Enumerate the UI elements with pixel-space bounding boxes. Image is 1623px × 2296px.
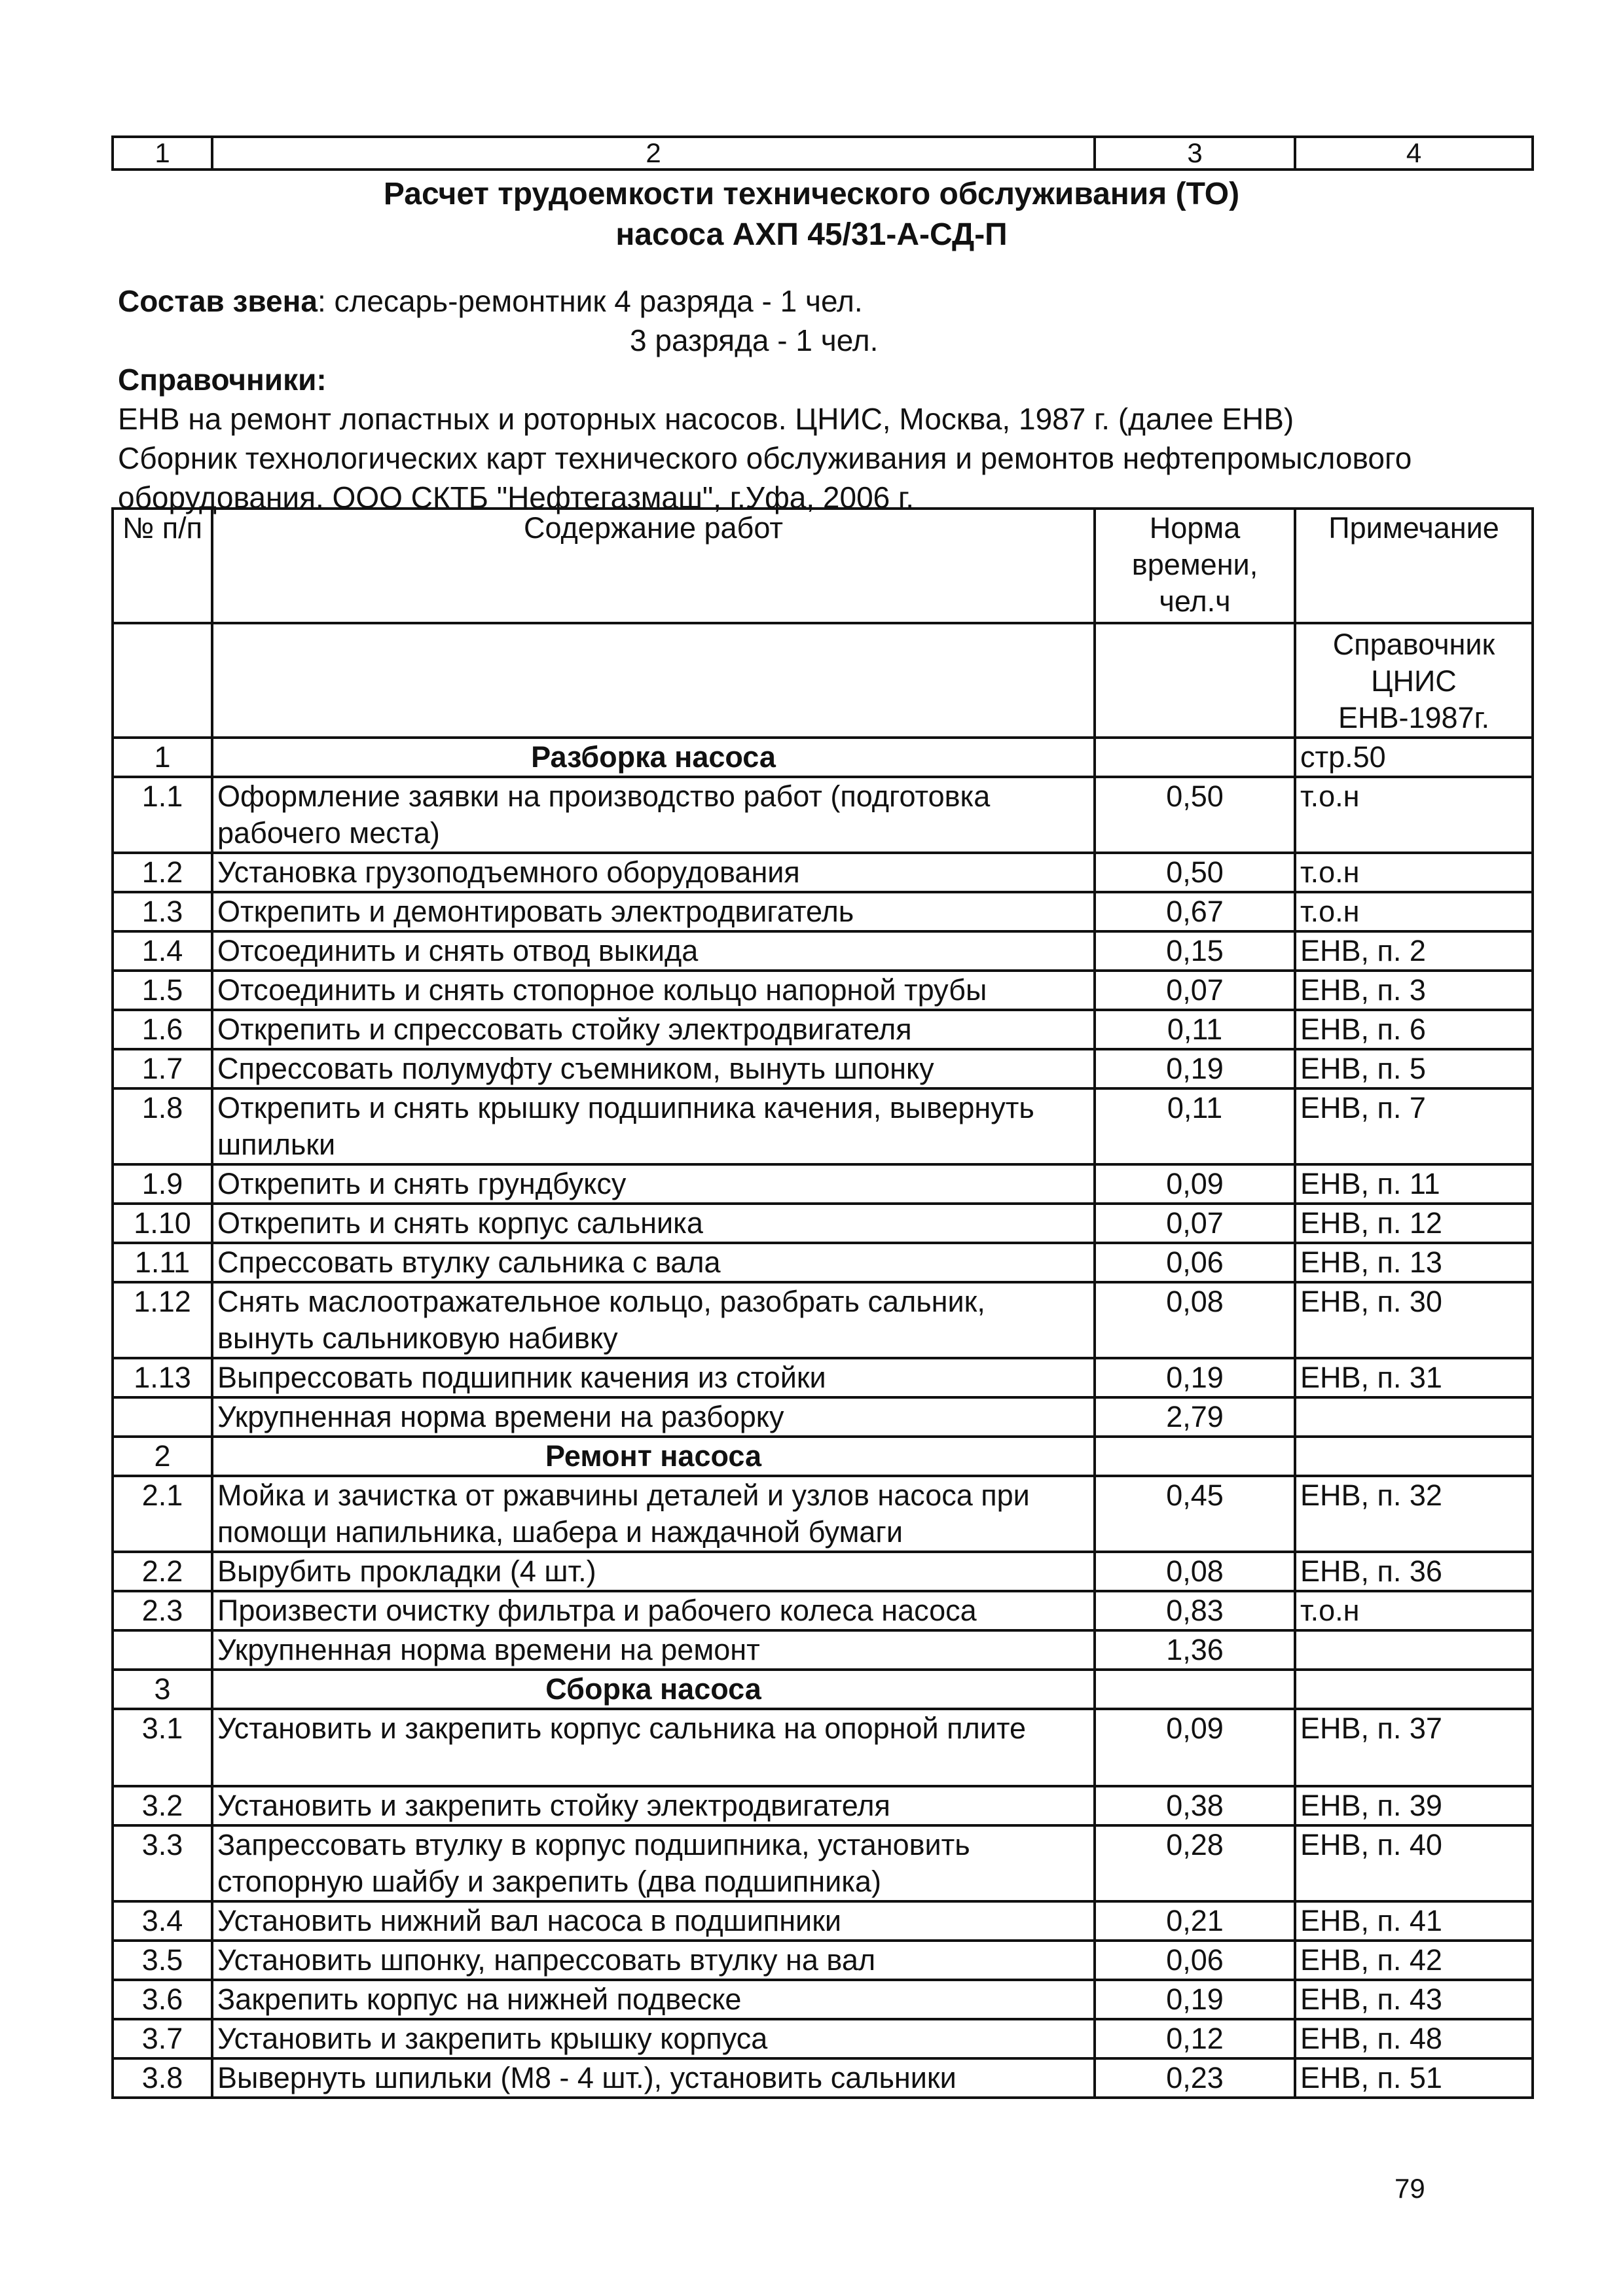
row-norm bbox=[1095, 1670, 1295, 1709]
row-number: 1.1 bbox=[113, 777, 212, 853]
row-note bbox=[1295, 1397, 1533, 1437]
row-note: ЕНВ, п. 13 bbox=[1295, 1243, 1533, 1282]
row-note: т.о.н bbox=[1295, 1591, 1533, 1630]
subheader-num bbox=[113, 623, 212, 738]
row-norm: 0,67 bbox=[1095, 892, 1295, 931]
row-number: 2 bbox=[113, 1437, 212, 1476]
table-row bbox=[113, 1010, 1533, 1049]
row-norm: 0,11 bbox=[1095, 1010, 1295, 1049]
page-number: 79 bbox=[1395, 2173, 1425, 2204]
row-note bbox=[1295, 1437, 1533, 1476]
row-note bbox=[1295, 1630, 1533, 1670]
row-number: 1.2 bbox=[113, 853, 212, 892]
crew-line2: 3 разряда - 1 чел. bbox=[630, 323, 879, 357]
column-number-4: 4 bbox=[1295, 137, 1533, 170]
row-content: Снять маслоотражательное кольцо, разобрать сальник, вынуть сальниковую набивку bbox=[212, 1282, 1095, 1358]
row-number: 1.8 bbox=[113, 1088, 212, 1164]
table-row bbox=[113, 1358, 1533, 1397]
row-content: Установить нижний вал насоса в подшипники bbox=[212, 1901, 1095, 1941]
crew-label: Состав звена bbox=[118, 284, 318, 318]
row-norm: 0,28 bbox=[1095, 1825, 1295, 1901]
table-row bbox=[113, 1552, 1533, 1591]
row-norm: 0,50 bbox=[1095, 853, 1295, 892]
reference-1: ЕНВ на ремонт лопастных и роторных насосов. ЦНИС, Москва, 1987 г. (далее ЕНВ) bbox=[118, 402, 1294, 436]
row-number: 1 bbox=[113, 738, 212, 777]
row-norm: 0,11 bbox=[1095, 1088, 1295, 1164]
row-norm: 0,08 bbox=[1095, 1552, 1295, 1591]
row-content: Произвести очистку фильтра и рабочего колеса насоса bbox=[212, 1591, 1095, 1630]
row-note: ЕНВ, п. 2 bbox=[1295, 931, 1533, 971]
row-content: Запрессовать втулку в корпус подшипника, установить стопорную шайбу и закрепить (два подшипника) bbox=[212, 1825, 1095, 1901]
section-row bbox=[113, 1670, 1533, 1709]
row-number: 3.3 bbox=[113, 1825, 212, 1901]
row-number bbox=[113, 1397, 212, 1437]
row-note: т.о.н bbox=[1295, 777, 1533, 853]
row-norm: 0,12 bbox=[1095, 2019, 1295, 2058]
table-row bbox=[113, 1901, 1533, 1941]
reference-2-line2: оборудования. ООО СКТБ "Нефтегазмаш", г.Уфа, 2006 г. bbox=[118, 480, 914, 514]
row-norm: 0,08 bbox=[1095, 1282, 1295, 1358]
section-title: Сборка насоса bbox=[212, 1670, 1095, 1709]
header-num: № п/п bbox=[113, 509, 212, 623]
row-note: ЕНВ, п. 3 bbox=[1295, 971, 1533, 1010]
row-content: Спрессовать втулку сальника с вала bbox=[212, 1243, 1095, 1282]
row-note: ЕНВ, п. 31 bbox=[1295, 1358, 1533, 1397]
column-number-2: 2 bbox=[212, 137, 1095, 170]
row-norm: 0,09 bbox=[1095, 1164, 1295, 1204]
row-content: Установить и закрепить стойку электродвигателя bbox=[212, 1786, 1095, 1825]
row-content: Открепить и снять крышку подшипника качения, вывернуть шпильки bbox=[212, 1088, 1095, 1164]
labor-table bbox=[111, 507, 1534, 2099]
table-row bbox=[113, 1709, 1533, 1786]
row-note: ЕНВ, п. 6 bbox=[1295, 1010, 1533, 1049]
row-number: 3.5 bbox=[113, 1941, 212, 1980]
row-content: Вывернуть шпильки (М8 - 4 шт.), установить сальники bbox=[212, 2058, 1095, 2098]
row-number: 3.7 bbox=[113, 2019, 212, 2058]
crew-line1 bbox=[118, 281, 863, 321]
subheader-norm bbox=[1095, 623, 1295, 738]
row-note: ЕНВ, п. 48 bbox=[1295, 2019, 1533, 2058]
table-row bbox=[113, 1630, 1533, 1670]
references-label: Справочники: bbox=[118, 363, 327, 397]
row-number: 3.8 bbox=[113, 2058, 212, 2098]
row-note: ЕНВ, п. 42 bbox=[1295, 1941, 1533, 1980]
table-row bbox=[113, 1786, 1533, 1825]
row-norm: 0,15 bbox=[1095, 931, 1295, 971]
column-number-3: 3 bbox=[1095, 137, 1295, 170]
table-row bbox=[113, 971, 1533, 1010]
row-content: Открепить и демонтировать электродвигатель bbox=[212, 892, 1095, 931]
row-number: 1.10 bbox=[113, 1204, 212, 1243]
row-content: Установка грузоподъемного оборудования bbox=[212, 853, 1095, 892]
row-norm bbox=[1095, 738, 1295, 777]
table-row bbox=[113, 1282, 1533, 1358]
row-content: Укрупненная норма времени на разборку bbox=[212, 1397, 1095, 1437]
row-norm: 0,06 bbox=[1095, 1941, 1295, 1980]
row-norm: 0,07 bbox=[1095, 971, 1295, 1010]
row-number: 2.3 bbox=[113, 1591, 212, 1630]
row-content: Спрессовать полумуфту съемником, вынуть шпонку bbox=[212, 1049, 1095, 1088]
row-norm: 0,19 bbox=[1095, 1358, 1295, 1397]
row-number: 1.9 bbox=[113, 1164, 212, 1204]
header-norm: Норма времени, чел.ч bbox=[1095, 509, 1295, 623]
row-norm: 0,45 bbox=[1095, 1476, 1295, 1552]
row-norm: 0,38 bbox=[1095, 1786, 1295, 1825]
row-number: 3 bbox=[113, 1670, 212, 1709]
row-note: ЕНВ, п. 36 bbox=[1295, 1552, 1533, 1591]
table-row bbox=[113, 1980, 1533, 2019]
document-title-line1: Расчет трудоемкости технического обслуживания (ТО) bbox=[383, 177, 1240, 211]
table-row bbox=[113, 1049, 1533, 1088]
row-norm: 0,19 bbox=[1095, 1980, 1295, 2019]
table-row bbox=[113, 853, 1533, 892]
row-norm: 2,79 bbox=[1095, 1397, 1295, 1437]
row-note: ЕНВ, п. 5 bbox=[1295, 1049, 1533, 1088]
row-content: Отсоединить и снять стопорное кольцо напорной трубы bbox=[212, 971, 1095, 1010]
row-number: 1.5 bbox=[113, 971, 212, 1010]
row-norm: 0,19 bbox=[1095, 1049, 1295, 1088]
row-note: ЕНВ, п. 32 bbox=[1295, 1476, 1533, 1552]
row-number: 3.6 bbox=[113, 1980, 212, 2019]
column-number-1: 1 bbox=[113, 137, 212, 170]
section-title: Ремонт насоса bbox=[212, 1437, 1095, 1476]
document-title-line2: насоса АХП 45/31-А-СД-П bbox=[615, 217, 1008, 252]
row-note: ЕНВ, п. 7 bbox=[1295, 1088, 1533, 1164]
row-number: 3.2 bbox=[113, 1786, 212, 1825]
table-row bbox=[113, 2058, 1533, 2098]
row-number: 1.6 bbox=[113, 1010, 212, 1049]
row-norm bbox=[1095, 1437, 1295, 1476]
row-content: Открепить и снять корпус сальника bbox=[212, 1204, 1095, 1243]
row-content: Отсоединить и снять отвод выкида bbox=[212, 931, 1095, 971]
header-note: Примечание bbox=[1295, 509, 1533, 623]
row-content: Оформление заявки на производство работ (подготовка рабочего места) bbox=[212, 777, 1095, 853]
row-content: Укрупненная норма времени на ремонт bbox=[212, 1630, 1095, 1670]
row-number: 2.2 bbox=[113, 1552, 212, 1591]
table-row bbox=[113, 1204, 1533, 1243]
row-norm: 0,21 bbox=[1095, 1901, 1295, 1941]
row-note: ЕНВ, п. 41 bbox=[1295, 1901, 1533, 1941]
reference-2-line1: Сборник технологических карт технического обслуживания и ремонтов нефтепромыслового bbox=[118, 441, 1412, 475]
table-row bbox=[113, 1243, 1533, 1282]
row-number bbox=[113, 1630, 212, 1670]
row-content: Вырубить прокладки (4 шт.) bbox=[212, 1552, 1095, 1591]
row-note: ЕНВ, п. 11 bbox=[1295, 1164, 1533, 1204]
row-note: т.о.н bbox=[1295, 853, 1533, 892]
row-note: т.о.н bbox=[1295, 892, 1533, 931]
column-number-row bbox=[111, 135, 1534, 171]
row-number: 1.3 bbox=[113, 892, 212, 931]
table-row bbox=[113, 892, 1533, 931]
row-content: Открепить и спрессовать стойку электродвигателя bbox=[212, 1010, 1095, 1049]
row-norm: 0,07 bbox=[1095, 1204, 1295, 1243]
row-note: ЕНВ, п. 40 bbox=[1295, 1825, 1533, 1901]
row-norm: 0,23 bbox=[1095, 2058, 1295, 2098]
section-title: Разборка насоса bbox=[212, 738, 1095, 777]
section-row bbox=[113, 1437, 1533, 1476]
table-row bbox=[113, 1941, 1533, 1980]
row-content: Мойка и зачистка от ржавчины деталей и узлов насоса при помощи напильника, шабера и наждачной бумаги bbox=[212, 1476, 1095, 1552]
row-number: 1.7 bbox=[113, 1049, 212, 1088]
table-row bbox=[113, 1591, 1533, 1630]
row-note bbox=[1295, 1670, 1533, 1709]
row-note: стр.50 bbox=[1295, 738, 1533, 777]
row-note: ЕНВ, п. 30 bbox=[1295, 1282, 1533, 1358]
subheader-note: Справочник ЦНИС ЕНВ-1987г. bbox=[1295, 623, 1533, 738]
table-row bbox=[113, 1825, 1533, 1901]
table-row bbox=[113, 1164, 1533, 1204]
row-number: 3.4 bbox=[113, 1901, 212, 1941]
row-number: 1.13 bbox=[113, 1358, 212, 1397]
row-norm: 0,83 bbox=[1095, 1591, 1295, 1630]
row-content: Открепить и снять грундбуксу bbox=[212, 1164, 1095, 1204]
row-number: 3.1 bbox=[113, 1709, 212, 1786]
crew-text1: : слесарь-ремонтник 4 разряда - 1 чел. bbox=[317, 284, 863, 318]
row-number: 1.11 bbox=[113, 1243, 212, 1282]
row-norm: 0,09 bbox=[1095, 1709, 1295, 1786]
row-number: 1.4 bbox=[113, 931, 212, 971]
table-row bbox=[113, 931, 1533, 971]
row-note: ЕНВ, п. 37 bbox=[1295, 1709, 1533, 1786]
table-row bbox=[113, 1088, 1533, 1164]
row-norm: 1,36 bbox=[1095, 1630, 1295, 1670]
row-content: Закрепить корпус на нижней подвеске bbox=[212, 1980, 1095, 2019]
subheader-content bbox=[212, 623, 1095, 738]
row-number: 2.1 bbox=[113, 1476, 212, 1552]
row-number: 1.12 bbox=[113, 1282, 212, 1358]
row-content: Установить и закрепить корпус сальника на опорной плите bbox=[212, 1709, 1095, 1786]
row-note: ЕНВ, п. 12 bbox=[1295, 1204, 1533, 1243]
row-norm: 0,50 bbox=[1095, 777, 1295, 853]
section-row bbox=[113, 738, 1533, 777]
row-norm: 0,06 bbox=[1095, 1243, 1295, 1282]
row-note: ЕНВ, п. 39 bbox=[1295, 1786, 1533, 1825]
row-note: ЕНВ, п. 51 bbox=[1295, 2058, 1533, 2098]
row-note: ЕНВ, п. 43 bbox=[1295, 1980, 1533, 2019]
table-row bbox=[113, 777, 1533, 853]
table-row bbox=[113, 2019, 1533, 2058]
header-content: Содержание работ bbox=[212, 509, 1095, 623]
table-row bbox=[113, 1476, 1533, 1552]
row-content: Выпрессовать подшипник качения из стойки bbox=[212, 1358, 1095, 1397]
table-row bbox=[113, 1397, 1533, 1437]
row-content: Установить шпонку, напрессовать втулку на вал bbox=[212, 1941, 1095, 1980]
row-content: Установить и закрепить крышку корпуса bbox=[212, 2019, 1095, 2058]
